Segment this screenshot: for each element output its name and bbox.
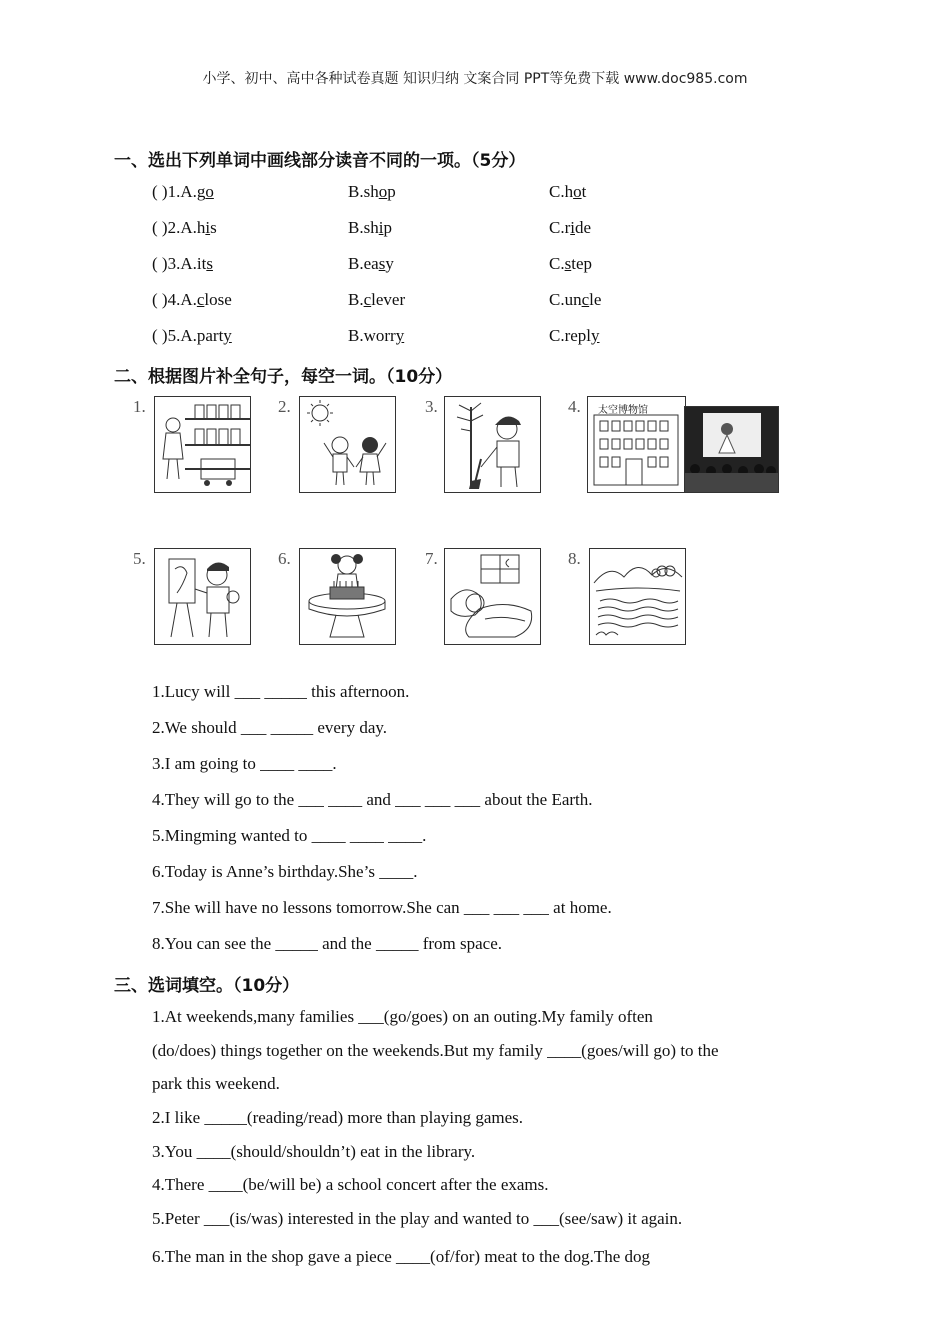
option-b: B.shop — [348, 182, 396, 201]
picture-birthday — [299, 548, 396, 645]
picture-landscape — [589, 548, 686, 645]
option-b: B.worry — [348, 326, 405, 345]
option-a: ( )1.A.go — [152, 182, 214, 201]
sentence-4: 4.They will go to the ___ ____ and ___ ___ ___ about the Earth. — [152, 790, 593, 809]
option-a: ( )2.A.his — [152, 218, 217, 237]
option-c: C.uncle — [549, 290, 602, 309]
fill-line-2: (do/does) things together on the weekends.But my family ____(goes/will go) to the — [152, 1041, 719, 1060]
option-b: B.clever — [348, 290, 406, 309]
picture-sleep — [444, 548, 541, 645]
sentence-7: 7.She will have no lessons tomorrow.She can ___ ___ ___ at home. — [152, 898, 612, 917]
picture-space-museum — [587, 396, 686, 493]
picture-cinema — [684, 406, 779, 493]
pic-number-8: 8. — [568, 549, 581, 568]
pic-number-6: 6. — [278, 549, 291, 568]
option-c: C.ride — [549, 218, 592, 237]
sentence-2: 2.We should ___ _____ every day. — [152, 718, 388, 737]
option-b: B.easy — [348, 254, 394, 273]
sentence-6: 6.Today is Anne’s birthday.She’s ____. — [152, 862, 418, 881]
option-c: C.step — [549, 254, 592, 273]
fill-line-1: 1.At weekends,many families ___(go/goes) on an outing.My family often — [152, 1007, 653, 1026]
fill-line-5: 3.You ____(should/shouldn’t) eat in the library. — [152, 1142, 476, 1161]
fill-line-7: 5.Peter ___(is/was) interested in the play and wanted to ___(see/saw) it again. — [152, 1209, 683, 1228]
option-a: ( )4.A.close — [152, 290, 232, 309]
pic-number-7: 7. — [425, 549, 438, 568]
option-b: B.ship — [348, 218, 392, 237]
picture-shopping — [154, 396, 251, 493]
sentence-5: 5.Mingming wanted to ____ ____ ____. — [152, 826, 427, 845]
sentence-1: 1.Lucy will ___ _____ this afternoon. — [152, 682, 410, 701]
option-c: C.reply — [549, 326, 600, 345]
option-a: ( )3.A.its — [152, 254, 213, 273]
option-c: C.hot — [549, 182, 587, 201]
section1-title: 一、选出下列单词中画线部分读音不同的一项。（5分） — [114, 151, 526, 171]
picture-plant-tree — [444, 396, 541, 493]
pic-number-3: 3. — [425, 397, 438, 416]
fill-line-8: 6.The man in the shop gave a piece ____(of/for) meat to the dog.The dog — [152, 1247, 651, 1266]
fill-line-3: park this weekend. — [152, 1074, 280, 1093]
section3-title: 三、选词填空。（10分） — [114, 976, 300, 996]
page-header: 小学、初中、高中各种试卷真题 知识归纳 文案合同 PPT等免费下载 www.doc985.com — [202, 71, 748, 87]
pic-number-5: 5. — [133, 549, 146, 568]
sentence-3: 3.I am going to ____ ____. — [152, 754, 337, 773]
pic-number-1: 1. — [133, 397, 146, 416]
pic-number-2: 2. — [278, 397, 291, 416]
sentence-8: 8.You can see the _____ and the _____ from space. — [152, 934, 503, 953]
fill-line-6: 4.There ____(be/will be) a school concert after the exams. — [152, 1175, 549, 1194]
pic-number-4: 4. — [568, 397, 581, 416]
option-a: ( )5.A.party — [152, 326, 232, 345]
fill-line-4: 2.I like _____(reading/read) more than playing games. — [152, 1108, 524, 1127]
picture-exercise — [299, 396, 396, 493]
section2-title: 二、根据图片补全句子，每空一词。（10分） — [114, 367, 453, 387]
picture-draw — [154, 548, 251, 645]
museum-sign: 太空博物馆 — [598, 405, 648, 416]
